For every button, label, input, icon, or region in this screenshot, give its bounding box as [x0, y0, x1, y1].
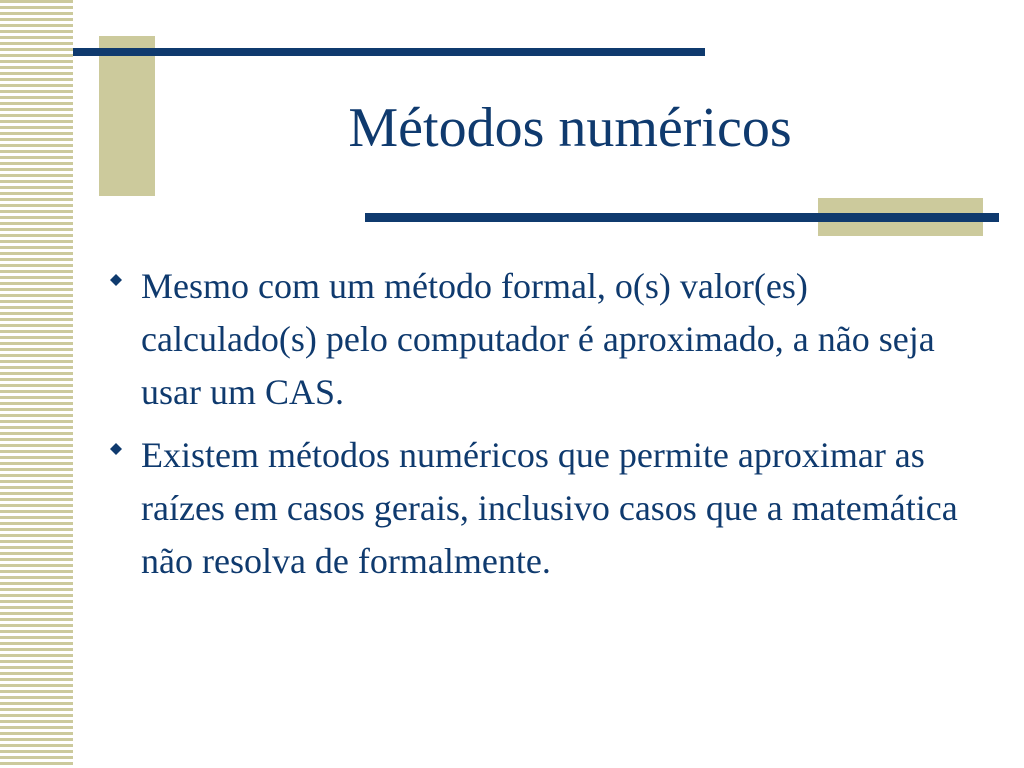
bullet-item	[106, 429, 986, 588]
navy-rule-bottom	[365, 213, 999, 222]
bullet-list	[106, 260, 986, 598]
bullet-item	[106, 260, 986, 419]
diamond-icon	[110, 443, 122, 455]
tan-accent-block-top	[99, 36, 155, 196]
navy-rule-top	[73, 48, 705, 56]
bullet-text: Mesmo com um método formal, o(s) valor(es) calculado(s) pelo computador é aproximado, a não seja usar um CAS.	[141, 266, 935, 412]
diamond-icon	[110, 274, 122, 286]
striped-sidebar-decoration	[0, 0, 73, 768]
slide-title: Métodos numéricos	[348, 97, 792, 159]
bullet-text: Existem métodos numéricos que permite aproximar as raízes em casos gerais, inclusivo casos que a matemática não resolva de formalmente.	[141, 435, 958, 581]
